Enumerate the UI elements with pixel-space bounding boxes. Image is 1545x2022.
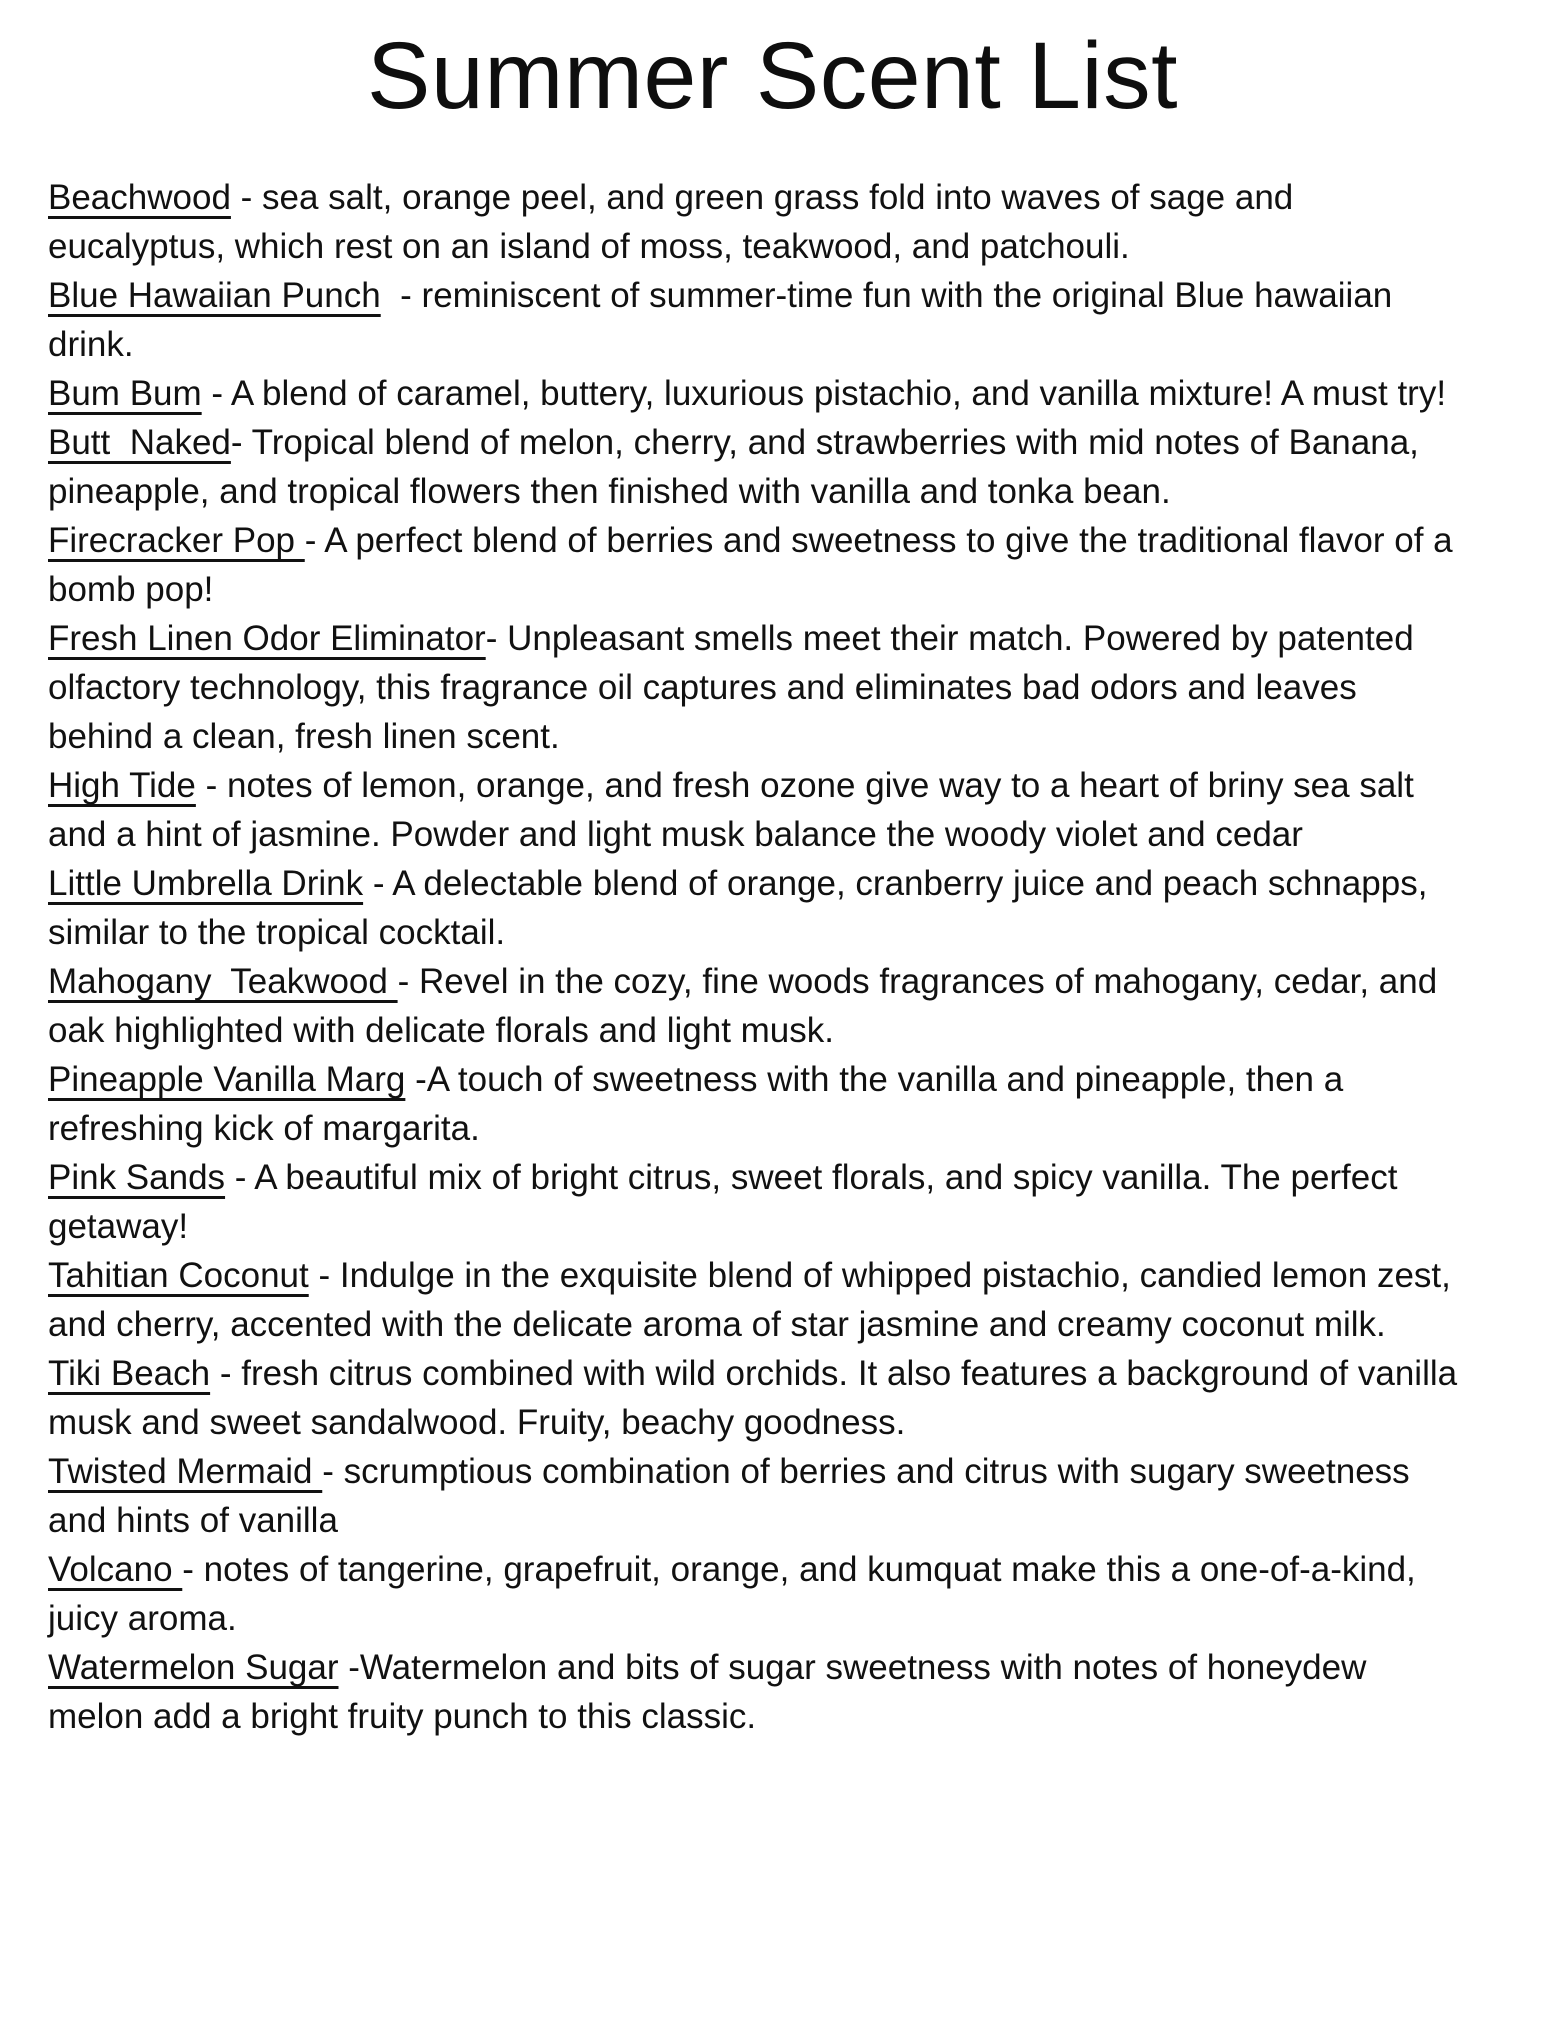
scent-entry — [48, 614, 1467, 761]
scent-name: Fresh Linen Odor Eliminator — [48, 619, 486, 659]
scent-name: Little Umbrella Drink — [48, 864, 364, 904]
scent-separator: - — [485, 619, 508, 659]
scent-name: Firecracker Pop — [48, 521, 305, 561]
scent-separator: - — [230, 178, 263, 218]
scent-description: Tropical blend of melon, cherry, and strawberries with mid notes of Banana, pineapple, and tropical flowers then finished with vanilla and tonka bean. — [48, 423, 1429, 512]
scent-description: Indulge in the exquisite blend of whipped pistachio, candied lemon zest, and cherry, accented with the delicate aroma of star jasmine and creamy coconut milk. — [48, 1256, 1461, 1345]
scent-name: Beachwood — [48, 178, 231, 218]
scent-separator: - — [304, 521, 325, 561]
scent-entry — [48, 1447, 1467, 1545]
scent-description: Watermelon and bits of sugar sweetness with notes of honeydew melon add a bright fruity punch to this classic. — [48, 1648, 1377, 1737]
scent-separator: - — [201, 374, 231, 414]
scent-description: fresh citrus combined with wild orchids. It also features a background of vanilla musk and sweet sandalwood. Fruity, beachy goodness. — [48, 1354, 1467, 1443]
scent-entry — [48, 1545, 1467, 1643]
scent-entry — [48, 1251, 1467, 1349]
scent-name: Blue Hawaiian Punch — [48, 276, 381, 316]
scent-name: Butt Naked — [48, 423, 231, 463]
scent-name: Bum Bum — [48, 374, 202, 414]
scent-name: Tahitian Coconut — [48, 1256, 309, 1296]
scent-separator: - — [210, 1354, 242, 1394]
scent-description: A blend of caramel, buttery, luxurious pistachio, and vanilla mixture! A must try! — [230, 374, 1447, 414]
scent-description: A perfect blend of berries and sweetness to give the traditional flavor of a bomb pop! — [48, 521, 1463, 610]
scent-entry — [48, 761, 1467, 859]
scent-name: Pink Sands — [48, 1158, 226, 1198]
scent-separator: - — [308, 1256, 340, 1296]
scent-separator: - — [405, 1060, 427, 1100]
scent-entry — [48, 1055, 1467, 1153]
scent-separator: - — [363, 864, 393, 904]
scent-description: sea salt, orange peel, and green grass fold into waves of sage and eucalyptus, which rest on an island of moss, teakwood, and patchouli. — [48, 178, 1304, 267]
scent-separator: - — [182, 1550, 204, 1590]
document-page — [0, 22, 1545, 2022]
scent-separator: - — [397, 962, 419, 1002]
scent-description: Unpleasant smells meet their match. Powered by patented olfactory technology, this fragrance oil captures and eliminates bad odors and leaves behind a clean, fresh linen scent. — [48, 619, 1424, 757]
scent-separator: - — [322, 1452, 344, 1492]
scent-entry — [48, 271, 1467, 369]
scent-name: Twisted Mermaid — [48, 1452, 323, 1492]
scent-description: Revel in the cozy, fine woods fragrances of mahogany, cedar, and oak highlighted with delicate florals and light musk. — [48, 962, 1447, 1051]
scent-description: scrumptious combination of berries and citrus with sugary sweetness and hints of vanilla — [48, 1452, 1420, 1541]
scent-separator: - — [338, 1648, 360, 1688]
scent-name: Watermelon Sugar — [48, 1648, 339, 1688]
scent-list — [48, 173, 1467, 1741]
scent-name: High Tide — [48, 766, 196, 806]
scent-description: reminiscent of summer-time fun with the original Blue hawaiian drink. — [48, 276, 1402, 365]
page-title: Summer Scent List — [367, 23, 1178, 129]
scent-description: A delectable blend of orange, cranberry juice and peach schnapps, similar to the tropical cocktail. — [48, 864, 1438, 953]
scent-name: Volcano — [48, 1550, 183, 1590]
scent-description: A touch of sweetness with the vanilla and pineapple, then a refreshing kick of margarita. — [48, 1060, 1353, 1149]
scent-separator: - — [230, 423, 252, 463]
scent-description: A beautiful mix of bright citrus, sweet florals, and spicy vanilla. The perfect getaway! — [48, 1158, 1408, 1247]
scent-name: Pineapple Vanilla Marg — [48, 1060, 406, 1100]
scent-description: notes of tangerine, grapefruit, orange, and kumquat make this a one-of-a-kind, juicy aroma. — [48, 1550, 1426, 1639]
scent-separator: - — [380, 276, 422, 316]
scent-description: notes of lemon, orange, and fresh ozone give way to a heart of briny sea salt and a hint of jasmine. Powder and light musk balance the woody violet and cedar — [48, 766, 1424, 855]
scent-entry — [48, 516, 1467, 614]
scent-entry — [48, 1349, 1467, 1447]
scent-entry — [48, 859, 1467, 957]
scent-entry — [48, 1153, 1467, 1251]
scent-name: Tiki Beach — [48, 1354, 211, 1394]
scent-entry — [48, 1643, 1467, 1741]
scent-entry — [48, 173, 1467, 271]
scent-entry — [48, 418, 1467, 516]
scent-entry — [48, 369, 1467, 418]
scent-name: Mahogany Teakwood — [48, 962, 398, 1002]
scent-entry — [48, 957, 1467, 1055]
scent-separator: - — [225, 1158, 255, 1198]
scent-separator: - — [195, 766, 227, 806]
